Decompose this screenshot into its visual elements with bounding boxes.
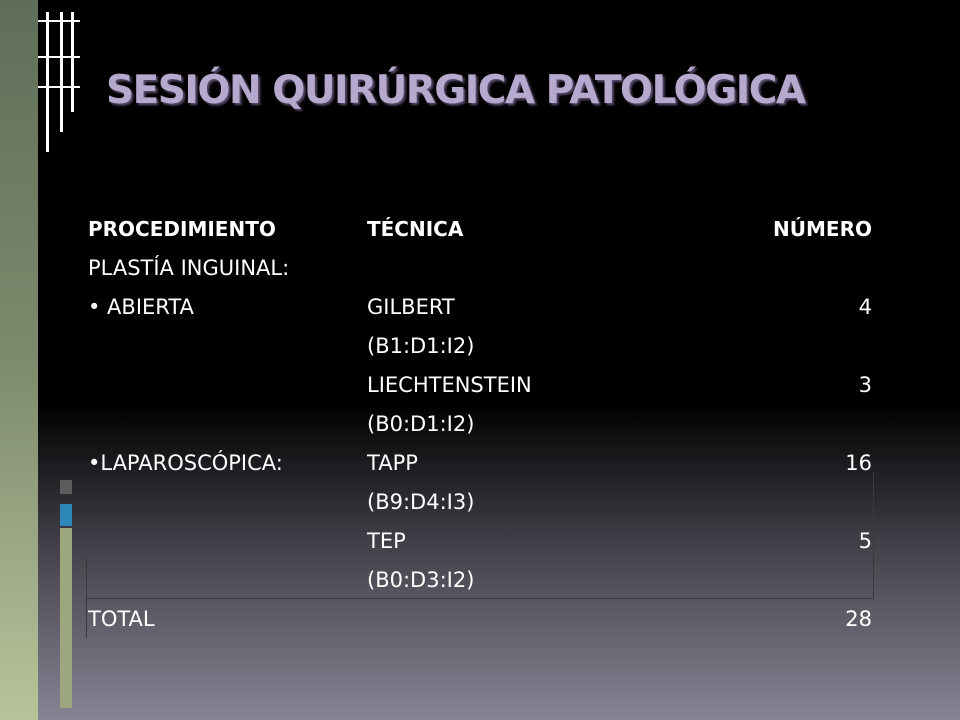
cell-technique: (B0:D3:I2): [367, 567, 475, 592]
cell-procedure: [86, 521, 365, 560]
cell-technique: TAPP: [367, 450, 418, 475]
corner-decoration: [38, 0, 80, 160]
table-row: [86, 560, 874, 599]
table-row: [86, 248, 874, 287]
table-row: [86, 443, 874, 482]
cell-number: 16: [845, 450, 872, 475]
header-number: NÚMERO: [773, 217, 872, 241]
cell-technique: [365, 248, 699, 287]
table-row: [86, 482, 874, 521]
header-procedure: PROCEDIMIENTO: [88, 217, 276, 241]
cell-technique: TEP: [367, 528, 406, 553]
cell-number: 3: [858, 372, 872, 397]
cell-technique: (B9:D4:I3): [367, 489, 475, 514]
table-row: [86, 326, 874, 365]
cell-procedure: [86, 482, 365, 521]
cell-technique: LIECHTENSTEIN: [367, 372, 532, 397]
side-green-strip: [60, 528, 72, 708]
cell-procedure: [86, 365, 365, 404]
cell-technique: (B0:D1:I2): [367, 411, 475, 436]
table-total-row: [86, 599, 874, 638]
total-value: 28: [845, 606, 872, 631]
cell-number: 5: [858, 528, 872, 553]
cell-procedure: [86, 560, 365, 599]
cell-number: 4: [858, 294, 872, 319]
total-label: TOTAL: [88, 606, 155, 631]
cell-number: [699, 326, 874, 365]
cell-procedure: [86, 404, 365, 443]
left-decorative-bar: [0, 0, 38, 720]
cell-procedure: • ABIERTA: [88, 294, 194, 319]
cell-technique: (B1:D1:I2): [367, 333, 475, 358]
cell-number: [699, 560, 874, 599]
cell-number: [699, 482, 874, 521]
table-header-row: [86, 210, 874, 248]
cell-procedure: [86, 326, 365, 365]
table-row: [86, 365, 874, 404]
procedures-table: [86, 210, 874, 638]
cell-procedure: •LAPAROSCÓPICA:: [88, 450, 283, 475]
cell-technique: GILBERT: [367, 294, 455, 319]
table-row: [86, 521, 874, 560]
header-technique: TÉCNICA: [367, 217, 464, 241]
table-row: [86, 287, 874, 326]
slide-title: SESIÓN QUIRÚRGICA PATOLÓGICA: [106, 68, 805, 113]
cell-procedure: PLASTÍA INGUINAL:: [88, 255, 290, 280]
total-empty-cell: [365, 599, 699, 638]
table-row: [86, 404, 874, 443]
cell-number: [699, 404, 874, 443]
cell-number: [699, 248, 874, 287]
